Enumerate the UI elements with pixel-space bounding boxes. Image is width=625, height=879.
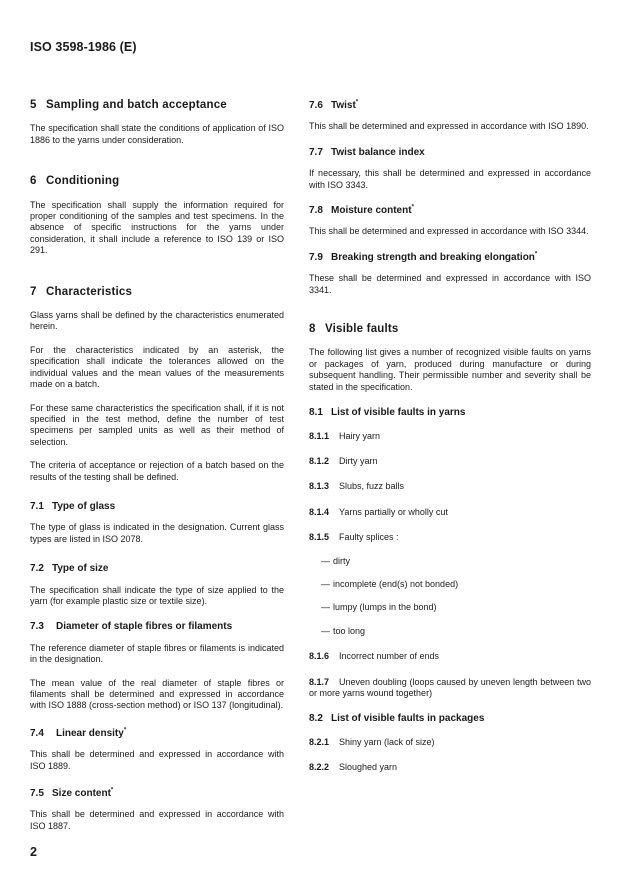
list-subitem: — too long	[321, 625, 366, 636]
list-item: 8.1.1 Hairy yarn	[309, 430, 381, 441]
section-7-9-text: These shall be determined and expressed in accordance with ISO 3341.	[309, 273, 591, 295]
list-item: 8.2.1 Shiny yarn (lack of size)	[309, 736, 435, 747]
list-item: 8.1.3 Slubs, fuzz balls	[309, 481, 405, 492]
section-7-2-heading: 7.2 Type of size	[30, 563, 109, 575]
section-6-text: The specification shall supply the information required for proper conditioning of the samples and test specimens. In the absence of specific instructions for the yarns under consideration, it shall include a reference to ISO 139 or ISO 291.	[30, 199, 284, 256]
section-7-1-text: The type of glass is indicated in the designation. Current glass types are listed in ISO 2078.	[30, 522, 284, 544]
section-7-text-3: For these same characteristics the specification shall, if it is not specified in the test method, define the number of test specimens per sampled units as well as their method of selection.	[30, 402, 284, 447]
section-7-5-text: This shall be determined and expressed in accordance with ISO 1887.	[30, 809, 284, 831]
section-7-1-heading: 7.1 Type of glass	[30, 500, 116, 512]
section-7-heading: 7 Characteristics	[30, 285, 133, 298]
section-7-4-heading: 7.4 Linear density*	[30, 727, 127, 739]
list-item: 8.2.2 Sloughed yarn	[309, 762, 398, 773]
section-7-3-heading: 7.3 Diameter of staple fibres or filaments	[30, 621, 233, 633]
section-8-2-heading: 8.2 List of visible faults in packages	[309, 713, 485, 725]
list-item: 8.1.7 Uneven doubling (loops caused by uneven length between two or more yarns wound together)	[309, 676, 591, 698]
section-8-text: The following list gives a number of recognized visible faults on yarns or packages of yarn, produced during manufacture or during subsequent handling. Their permissible number and severity shall be stated in the specification.	[309, 347, 591, 392]
right-column	[309, 100, 591, 774]
section-7-6-heading: 7.6 Twist*	[309, 99, 359, 111]
section-7-3-text-2: The mean value of the real diameter of staple fibres or filaments shall be determined and expressed in accordance with ISO 1888 (cross-section method) or ISO 137 (longitudinal).	[30, 677, 284, 711]
section-7-7-heading: 7.7 Twist balance index	[309, 146, 425, 158]
section-7-8-text: This shall be determined and expressed in accordance with ISO 3344.	[309, 226, 589, 237]
section-8-1-heading: 8.1 List of visible faults in yarns	[309, 407, 466, 419]
list-subitem: — dirty	[321, 555, 351, 566]
list-item: 8.1.6 Incorrect number of ends	[309, 651, 440, 662]
list-item: 8.1.5 Faulty splices :	[309, 532, 399, 543]
list-subitem: — lumpy (lumps in the bond)	[321, 602, 437, 613]
section-5-text: The specification shall state the conditions of application of ISO 1886 to the yarns under consideration.	[30, 123, 284, 145]
document-header: ISO 3598-1986 (E)	[30, 40, 137, 54]
list-item: 8.1.2 Dirty yarn	[309, 455, 378, 466]
section-7-4-text: This shall be determined and expressed in accordance with ISO 1889.	[30, 749, 284, 771]
section-8-heading: 8 Visible faults	[309, 323, 399, 336]
section-7-3-text-1: The reference diameter of staple fibres or filaments is indicated in the designation.	[30, 642, 284, 665]
section-5-heading: 5 Sampling and batch acceptance	[30, 99, 227, 111]
section-7-text-2: For the characteristics indicated by an asterisk, the specification shall indicate the tolerances allowed on the individual values and the mean values of the measurements made on a batch.	[30, 344, 284, 390]
left-column	[30, 100, 284, 832]
section-7-6-text: This shall be determined and expressed in accordance with ISO 1890.	[309, 121, 589, 132]
section-7-7-text: If necessary, this shall be determined and expressed in accordance with ISO 3343.	[309, 168, 591, 190]
section-7-8-heading: 7.8 Moisture content*	[309, 204, 414, 217]
section-7-text-1: Glass yarns shall be defined by the characteristics enumerated herein.	[30, 310, 284, 332]
section-7-5-heading: 7.5 Size content*	[30, 787, 114, 800]
page-number: 2	[30, 845, 37, 859]
list-subitem: — incomplete (end(s) not bonded)	[321, 578, 459, 589]
section-7-2-text: The specification shall indicate the type of size applied to the yarn (for example plastic size or textile size).	[30, 584, 284, 606]
list-item: 8.1.4 Yarns partially or wholly cut	[309, 506, 448, 517]
section-6-heading: 6 Conditioning	[30, 175, 120, 188]
section-7-9-heading: 7.9 Breaking strength and breaking elongation*	[309, 251, 538, 263]
section-7-text-4: The criteria of acceptance or rejection of a batch based on the results of the testing shall be defined.	[30, 460, 284, 482]
